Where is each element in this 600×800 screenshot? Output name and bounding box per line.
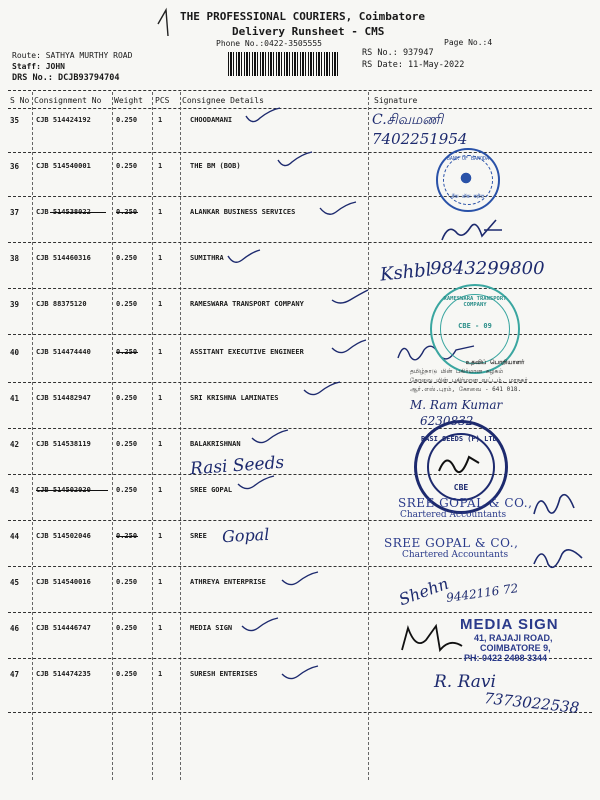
check-mark bbox=[280, 570, 320, 590]
engineer-addr3: ஆர்.எஸ்.புரம், கோவை - 641 018. bbox=[410, 386, 522, 393]
row-consignee: MEDIA SIGN bbox=[190, 624, 233, 632]
row-sno: 44 bbox=[10, 532, 20, 541]
page-number: Page No.:4 bbox=[444, 38, 493, 47]
media-sign-phone: PH: 0422 2498 3344 bbox=[464, 653, 548, 663]
row-sno: 42 bbox=[10, 440, 20, 449]
row-weight: 0.250 bbox=[116, 578, 138, 586]
row-pcs: 1 bbox=[158, 624, 163, 632]
sree-gopal-ca: Chartered Accountants bbox=[402, 550, 509, 560]
check-mark bbox=[236, 474, 276, 494]
bank-ring-text: BANK OF BARODA bbox=[446, 156, 490, 162]
header-pen-mark bbox=[152, 4, 178, 38]
row-consignment: CJB 514474440 bbox=[36, 348, 91, 356]
row-weight: 0.250 bbox=[116, 300, 138, 308]
media-sign-name: MEDIA SIGN bbox=[460, 616, 559, 633]
row-consignment: CJB 514502020 bbox=[36, 486, 91, 494]
rasi-city-text: CBE bbox=[453, 483, 469, 492]
row-rule bbox=[8, 288, 592, 289]
row-sno: 37 bbox=[10, 208, 20, 217]
signature-47: R. Ravi bbox=[434, 672, 496, 692]
row-weight: 0.250 bbox=[116, 208, 138, 216]
signature-45: Shehn bbox=[396, 573, 452, 610]
engineer-addr2: கோவை மின் பகிர்மான வட்டம், மாநகர் bbox=[410, 377, 528, 384]
row-consignee: ATHREYA ENTERPRISE bbox=[190, 578, 266, 586]
row-sno: 39 bbox=[10, 300, 20, 309]
row-consignment: CJB 514540001 bbox=[36, 162, 91, 170]
row-consignee: BALAKRISHNAN bbox=[190, 440, 241, 448]
row-sno: 47 bbox=[10, 670, 20, 679]
row-sno: 36 bbox=[10, 162, 20, 171]
row-sno: 46 bbox=[10, 624, 20, 633]
row-consignee: ALANKAR BUSINESS SERVICES bbox=[190, 208, 296, 216]
runsheet-subtitle: Delivery Runsheet - CMS bbox=[232, 25, 385, 38]
check-mark bbox=[280, 664, 320, 684]
row-weight: 0.250 bbox=[116, 162, 138, 170]
signature-44: Gopal bbox=[221, 524, 270, 547]
barcode bbox=[228, 52, 340, 76]
check-mark bbox=[302, 380, 342, 400]
row-consignee: ASSITANT EXECUTIVE ENGINEER bbox=[190, 348, 304, 356]
row-pcs: 1 bbox=[158, 116, 163, 124]
header-rule-bottom bbox=[8, 108, 592, 109]
rasi-ring-text: RASI SEEDS (P) LTD. bbox=[420, 435, 502, 443]
row-sno: 41 bbox=[10, 394, 20, 403]
media-sign-addr2: COIMBATORE 9, bbox=[480, 643, 551, 653]
row-weight: 0.250 bbox=[116, 486, 138, 494]
row-rule bbox=[8, 196, 592, 197]
row-consignment: CJB 514482947 bbox=[36, 394, 91, 402]
row-weight: 0.250 bbox=[116, 116, 138, 124]
row-consignment: CJB 88375120 bbox=[36, 300, 87, 308]
check-mark bbox=[226, 248, 262, 268]
check-mark bbox=[240, 616, 280, 636]
row-consignee: SUMITHRA bbox=[190, 254, 224, 262]
transport-stamp-text: RAMESWARA TRANSPORT COMPANY bbox=[443, 296, 507, 308]
signature-37 bbox=[436, 210, 506, 250]
row-rule bbox=[8, 712, 592, 713]
row-pcs: 1 bbox=[158, 254, 163, 262]
row-consignee: SREE GOPAL bbox=[190, 486, 233, 494]
col-consignee: Consignee Details bbox=[182, 96, 264, 105]
signature-38: Kshbl bbox=[379, 259, 433, 286]
row-rule bbox=[8, 428, 592, 429]
phone-47: 7373022538 bbox=[483, 689, 581, 717]
signature-42: Rasi Seeds bbox=[189, 452, 285, 480]
row-consignee: SRI KRISHNA LAMINATES bbox=[190, 394, 279, 402]
row-consignment: CJB 514446747 bbox=[36, 624, 91, 632]
row-consignment: CJB 514460316 bbox=[36, 254, 91, 262]
row-pcs: 1 bbox=[158, 162, 163, 170]
header-rule-top bbox=[8, 90, 592, 91]
signature-46 bbox=[396, 620, 468, 660]
row-rule bbox=[8, 520, 592, 521]
strike-mark bbox=[116, 212, 138, 213]
rs-date: RS Date: 11-May-2022 bbox=[362, 60, 465, 70]
media-sign-stamp bbox=[460, 616, 559, 663]
row-consignment: CJB 514424192 bbox=[36, 116, 91, 124]
col-signature: Signature bbox=[374, 96, 418, 105]
drs-number: DRS No.: DCJB93794704 bbox=[12, 73, 120, 83]
sree-gopal-stamp-2 bbox=[384, 536, 518, 560]
sree-gopal-name: SREE GOPAL & CO., bbox=[398, 496, 533, 510]
signature-41: M. Ram Kumar bbox=[410, 398, 503, 412]
bank-hindi-text: बैंक ऑफ़ बड़ौदा bbox=[451, 194, 485, 200]
row-weight: 0.250 bbox=[116, 254, 138, 262]
phone-41: 6230832 bbox=[420, 414, 474, 428]
check-mark bbox=[330, 288, 370, 308]
route-label: Route: SATHYA MURTHY ROAD bbox=[12, 51, 133, 60]
row-sno: 35 bbox=[10, 116, 20, 125]
row-consignment: CJB 514538119 bbox=[36, 440, 91, 448]
bank-stamp bbox=[436, 148, 500, 212]
row-consignment: CJB 514502046 bbox=[36, 532, 91, 540]
row-consignee: SURESH ENTERISES bbox=[190, 670, 258, 678]
col-weight: Weight bbox=[114, 96, 143, 105]
media-sign-addr1: 41, RAJAJI ROAD, bbox=[474, 633, 553, 643]
company-title: THE PROFESSIONAL COURIERS, Coimbatore bbox=[180, 10, 426, 23]
signature-43 bbox=[530, 484, 580, 524]
phone-45: 9442116 72 bbox=[445, 581, 520, 605]
row-sno: 38 bbox=[10, 254, 20, 263]
row-weight: 0.250 bbox=[116, 348, 138, 356]
row-consignee: CHOODAMANI bbox=[190, 116, 233, 124]
row-pcs: 1 bbox=[158, 348, 163, 356]
phone-35: 7402251954 bbox=[372, 130, 468, 148]
rs-number: RS No.: 937947 bbox=[362, 48, 434, 58]
phone-38: 9843299800 bbox=[430, 258, 545, 279]
col-pcs: PCS bbox=[155, 96, 170, 105]
row-weight: 0.250 bbox=[116, 532, 138, 540]
check-mark bbox=[330, 338, 368, 358]
row-rule bbox=[8, 566, 592, 567]
row-pcs: 1 bbox=[158, 440, 163, 448]
row-pcs: 1 bbox=[158, 578, 163, 586]
strike-mark bbox=[116, 536, 138, 537]
signature-44b bbox=[530, 540, 586, 576]
sree-gopal-stamp-1 bbox=[398, 496, 532, 520]
row-weight: 0.250 bbox=[116, 394, 138, 402]
row-pcs: 1 bbox=[158, 208, 163, 216]
row-rule bbox=[8, 612, 592, 613]
row-pcs: 1 bbox=[158, 394, 163, 402]
strike-mark bbox=[50, 212, 106, 213]
sree-gopal-name: SREE GOPAL & CO., bbox=[384, 536, 519, 550]
engineer-addr1: தமிழ்நாடு மின் பகிர்மான கழகம் bbox=[410, 368, 504, 375]
row-consignment: CJB 514474235 bbox=[36, 670, 91, 678]
row-consignment: CJB 514538022 bbox=[36, 208, 91, 216]
check-mark bbox=[244, 106, 282, 126]
check-mark bbox=[250, 428, 290, 448]
col-consignment: Consignment No bbox=[34, 96, 102, 105]
row-sno: 43 bbox=[10, 486, 20, 495]
strike-mark bbox=[36, 490, 108, 491]
row-pcs: 1 bbox=[158, 532, 163, 540]
sree-gopal-ca: Chartered Accountants bbox=[400, 510, 507, 520]
staff-label: Staff: JOHN bbox=[12, 62, 65, 71]
phone-number: Phone No.:0422-3505555 bbox=[216, 39, 322, 48]
row-consignee: SREE bbox=[190, 532, 207, 540]
col-sno: S No bbox=[10, 96, 30, 105]
check-mark bbox=[318, 200, 358, 220]
row-consignment: CJB 514540016 bbox=[36, 578, 91, 586]
row-sno: 40 bbox=[10, 348, 20, 357]
strike-mark bbox=[116, 352, 138, 353]
signature-35: C.சிவமணி bbox=[372, 112, 444, 128]
engineer-title: உதவிப் பொறியாளர் bbox=[465, 359, 525, 366]
row-consignee: THE BM (BOB) bbox=[190, 162, 241, 170]
row-pcs: 1 bbox=[158, 670, 163, 678]
row-pcs: 1 bbox=[158, 300, 163, 308]
row-weight: 0.250 bbox=[116, 670, 138, 678]
row-sno: 45 bbox=[10, 578, 20, 587]
engineer-office-stamp bbox=[410, 358, 580, 394]
row-pcs: 1 bbox=[158, 486, 163, 494]
transport-stamp-city: CBE - 09 bbox=[458, 322, 492, 330]
row-weight: 0.250 bbox=[116, 624, 138, 632]
row-weight: 0.250 bbox=[116, 440, 138, 448]
rasi-signature bbox=[437, 449, 481, 479]
check-mark bbox=[276, 150, 314, 170]
row-consignee: RAMESWARA TRANSPORT COMPANY bbox=[190, 300, 304, 308]
